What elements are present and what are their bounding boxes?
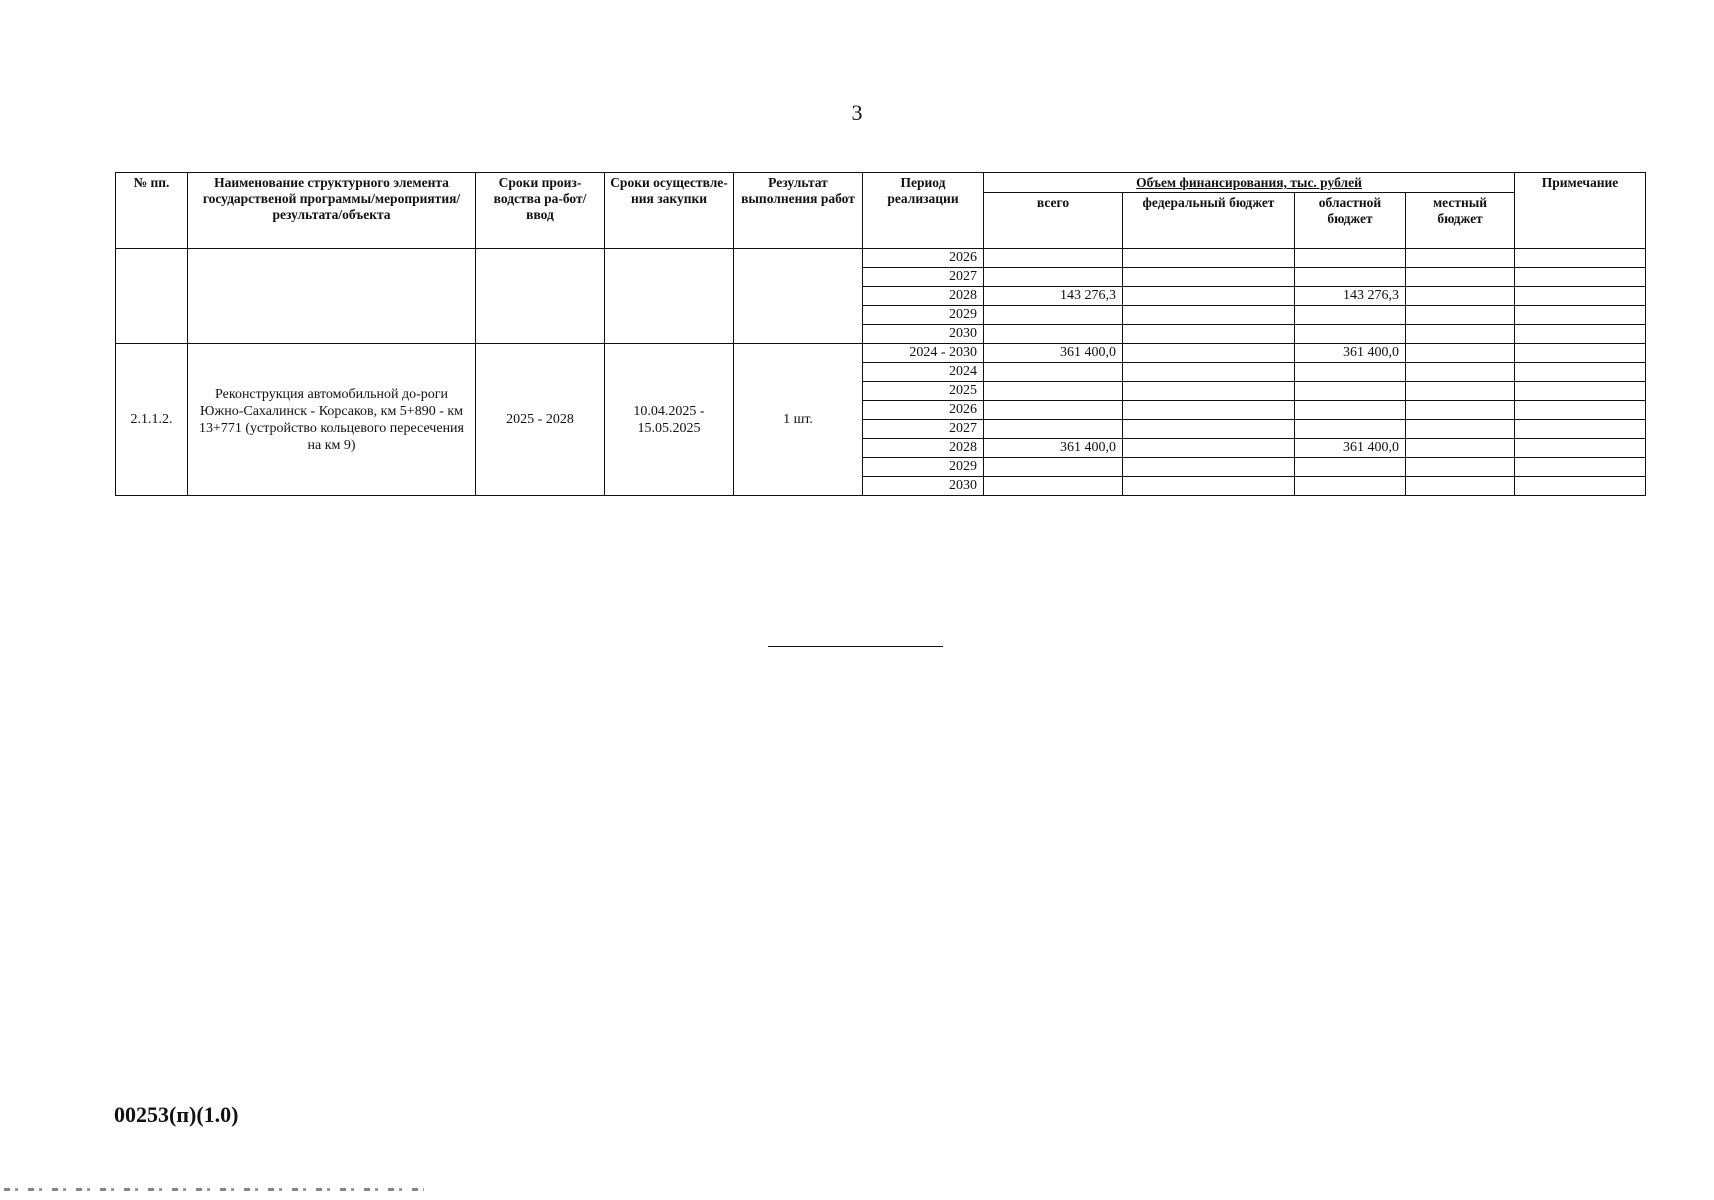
regional-cell: [1295, 458, 1406, 477]
period-cell: 2025: [863, 382, 984, 401]
note-cell: [1515, 458, 1646, 477]
note-cell: [1515, 268, 1646, 287]
scan-artifact-strip: [4, 1188, 424, 1191]
period-cell: 2024: [863, 363, 984, 382]
regional-cell: 361 400,0: [1295, 439, 1406, 458]
note-cell: [1515, 287, 1646, 306]
note-cell: [1515, 306, 1646, 325]
federal-cell: [1123, 363, 1295, 382]
regional-cell: [1295, 268, 1406, 287]
local-cell: [1406, 420, 1515, 439]
period-cell: 2030: [863, 477, 984, 496]
header-period: Период реализации: [863, 173, 984, 249]
regional-cell: 361 400,0: [1295, 344, 1406, 363]
regional-cell: [1295, 401, 1406, 420]
regional-cell: [1295, 420, 1406, 439]
header-federal: федеральный бюджет: [1123, 193, 1295, 249]
local-cell: [1406, 401, 1515, 420]
total-cell: [984, 420, 1123, 439]
period-cell: 2026: [863, 249, 984, 268]
header-work-terms: Сроки произ-водства ра-бот/ввод: [476, 173, 605, 249]
local-cell: [1406, 268, 1515, 287]
item-num-cell: 2.1.1.2.: [116, 344, 188, 496]
federal-cell: [1123, 325, 1295, 344]
period-cell: 2029: [863, 306, 984, 325]
prev-name-cell: [188, 249, 476, 344]
federal-cell: [1123, 382, 1295, 401]
regional-cell: [1295, 477, 1406, 496]
regional-cell: [1295, 382, 1406, 401]
period-cell: 2028: [863, 439, 984, 458]
local-cell: [1406, 344, 1515, 363]
note-cell: [1515, 439, 1646, 458]
total-cell: [984, 458, 1123, 477]
local-cell: [1406, 287, 1515, 306]
federal-cell: [1123, 249, 1295, 268]
header-num: № пп.: [116, 173, 188, 249]
item-name-cell: Реконструкция автомобильной до-роги Южно-Сахалинск - Корсаков, км 5+890 - км 13+771 (устройство кольцевого пересечения на км 9): [188, 344, 476, 496]
total-cell: [984, 477, 1123, 496]
note-cell: [1515, 344, 1646, 363]
total-cell: 143 276,3: [984, 287, 1123, 306]
header-result: Результат выполнения работ: [734, 173, 863, 249]
local-cell: [1406, 458, 1515, 477]
regional-cell: 143 276,3: [1295, 287, 1406, 306]
note-cell: [1515, 382, 1646, 401]
federal-cell: [1123, 306, 1295, 325]
prev-procurement-cell: [605, 249, 734, 344]
table-row: [116, 344, 1646, 363]
table-row: [116, 249, 1646, 268]
federal-cell: [1123, 477, 1295, 496]
note-cell: [1515, 401, 1646, 420]
federal-cell: [1123, 458, 1295, 477]
period-cell: 2029: [863, 458, 984, 477]
period-cell: 2026: [863, 401, 984, 420]
regional-cell: [1295, 306, 1406, 325]
total-cell: [984, 268, 1123, 287]
federal-cell: [1123, 401, 1295, 420]
header-procurement-terms: Сроки осуществле-ния закупки: [605, 173, 734, 249]
note-cell: [1515, 477, 1646, 496]
period-cell: 2024 - 2030: [863, 344, 984, 363]
end-of-document-rule: [768, 646, 943, 647]
local-cell: [1406, 477, 1515, 496]
local-cell: [1406, 363, 1515, 382]
local-cell: [1406, 306, 1515, 325]
total-cell: [984, 382, 1123, 401]
item-work-terms-cell: 2025 - 2028: [476, 344, 605, 496]
prev-result-cell: [734, 249, 863, 344]
total-cell: [984, 363, 1123, 382]
item-result-cell: 1 шт.: [734, 344, 863, 496]
prev-work-terms-cell: [476, 249, 605, 344]
federal-cell: [1123, 420, 1295, 439]
federal-cell: [1123, 344, 1295, 363]
local-cell: [1406, 325, 1515, 344]
local-cell: [1406, 439, 1515, 458]
item-procurement-cell: 10.04.2025 - 15.05.2025: [605, 344, 734, 496]
period-cell: 2030: [863, 325, 984, 344]
header-note: Примечание: [1515, 173, 1646, 249]
prev-num-cell: [116, 249, 188, 344]
period-cell: 2027: [863, 268, 984, 287]
page-number: 3: [851, 100, 863, 125]
note-cell: [1515, 420, 1646, 439]
local-cell: [1406, 382, 1515, 401]
period-cell: 2027: [863, 420, 984, 439]
federal-cell: [1123, 268, 1295, 287]
federal-cell: [1123, 439, 1295, 458]
header-funding: Объем финансирования, тыс. рублей: [984, 173, 1515, 193]
regional-cell: [1295, 325, 1406, 344]
total-cell: 361 400,0: [984, 439, 1123, 458]
header-total: всего: [984, 193, 1123, 249]
total-cell: 361 400,0: [984, 344, 1123, 363]
federal-cell: [1123, 287, 1295, 306]
note-cell: [1515, 249, 1646, 268]
header-regional: областной бюджет: [1295, 193, 1406, 249]
local-cell: [1406, 249, 1515, 268]
total-cell: [984, 306, 1123, 325]
total-cell: [984, 401, 1123, 420]
total-cell: [984, 249, 1123, 268]
note-cell: [1515, 363, 1646, 382]
financing-table: [115, 172, 1646, 496]
period-cell: 2028: [863, 287, 984, 306]
total-cell: [984, 325, 1123, 344]
note-cell: [1515, 325, 1646, 344]
regional-cell: [1295, 249, 1406, 268]
header-local: местный бюджет: [1406, 193, 1515, 249]
regional-cell: [1295, 363, 1406, 382]
document-code: 00253(п)(1.0): [114, 1102, 239, 1127]
header-name: Наименование структурного элемента государственой программы/мероприятия/ результата/объекта: [188, 173, 476, 249]
